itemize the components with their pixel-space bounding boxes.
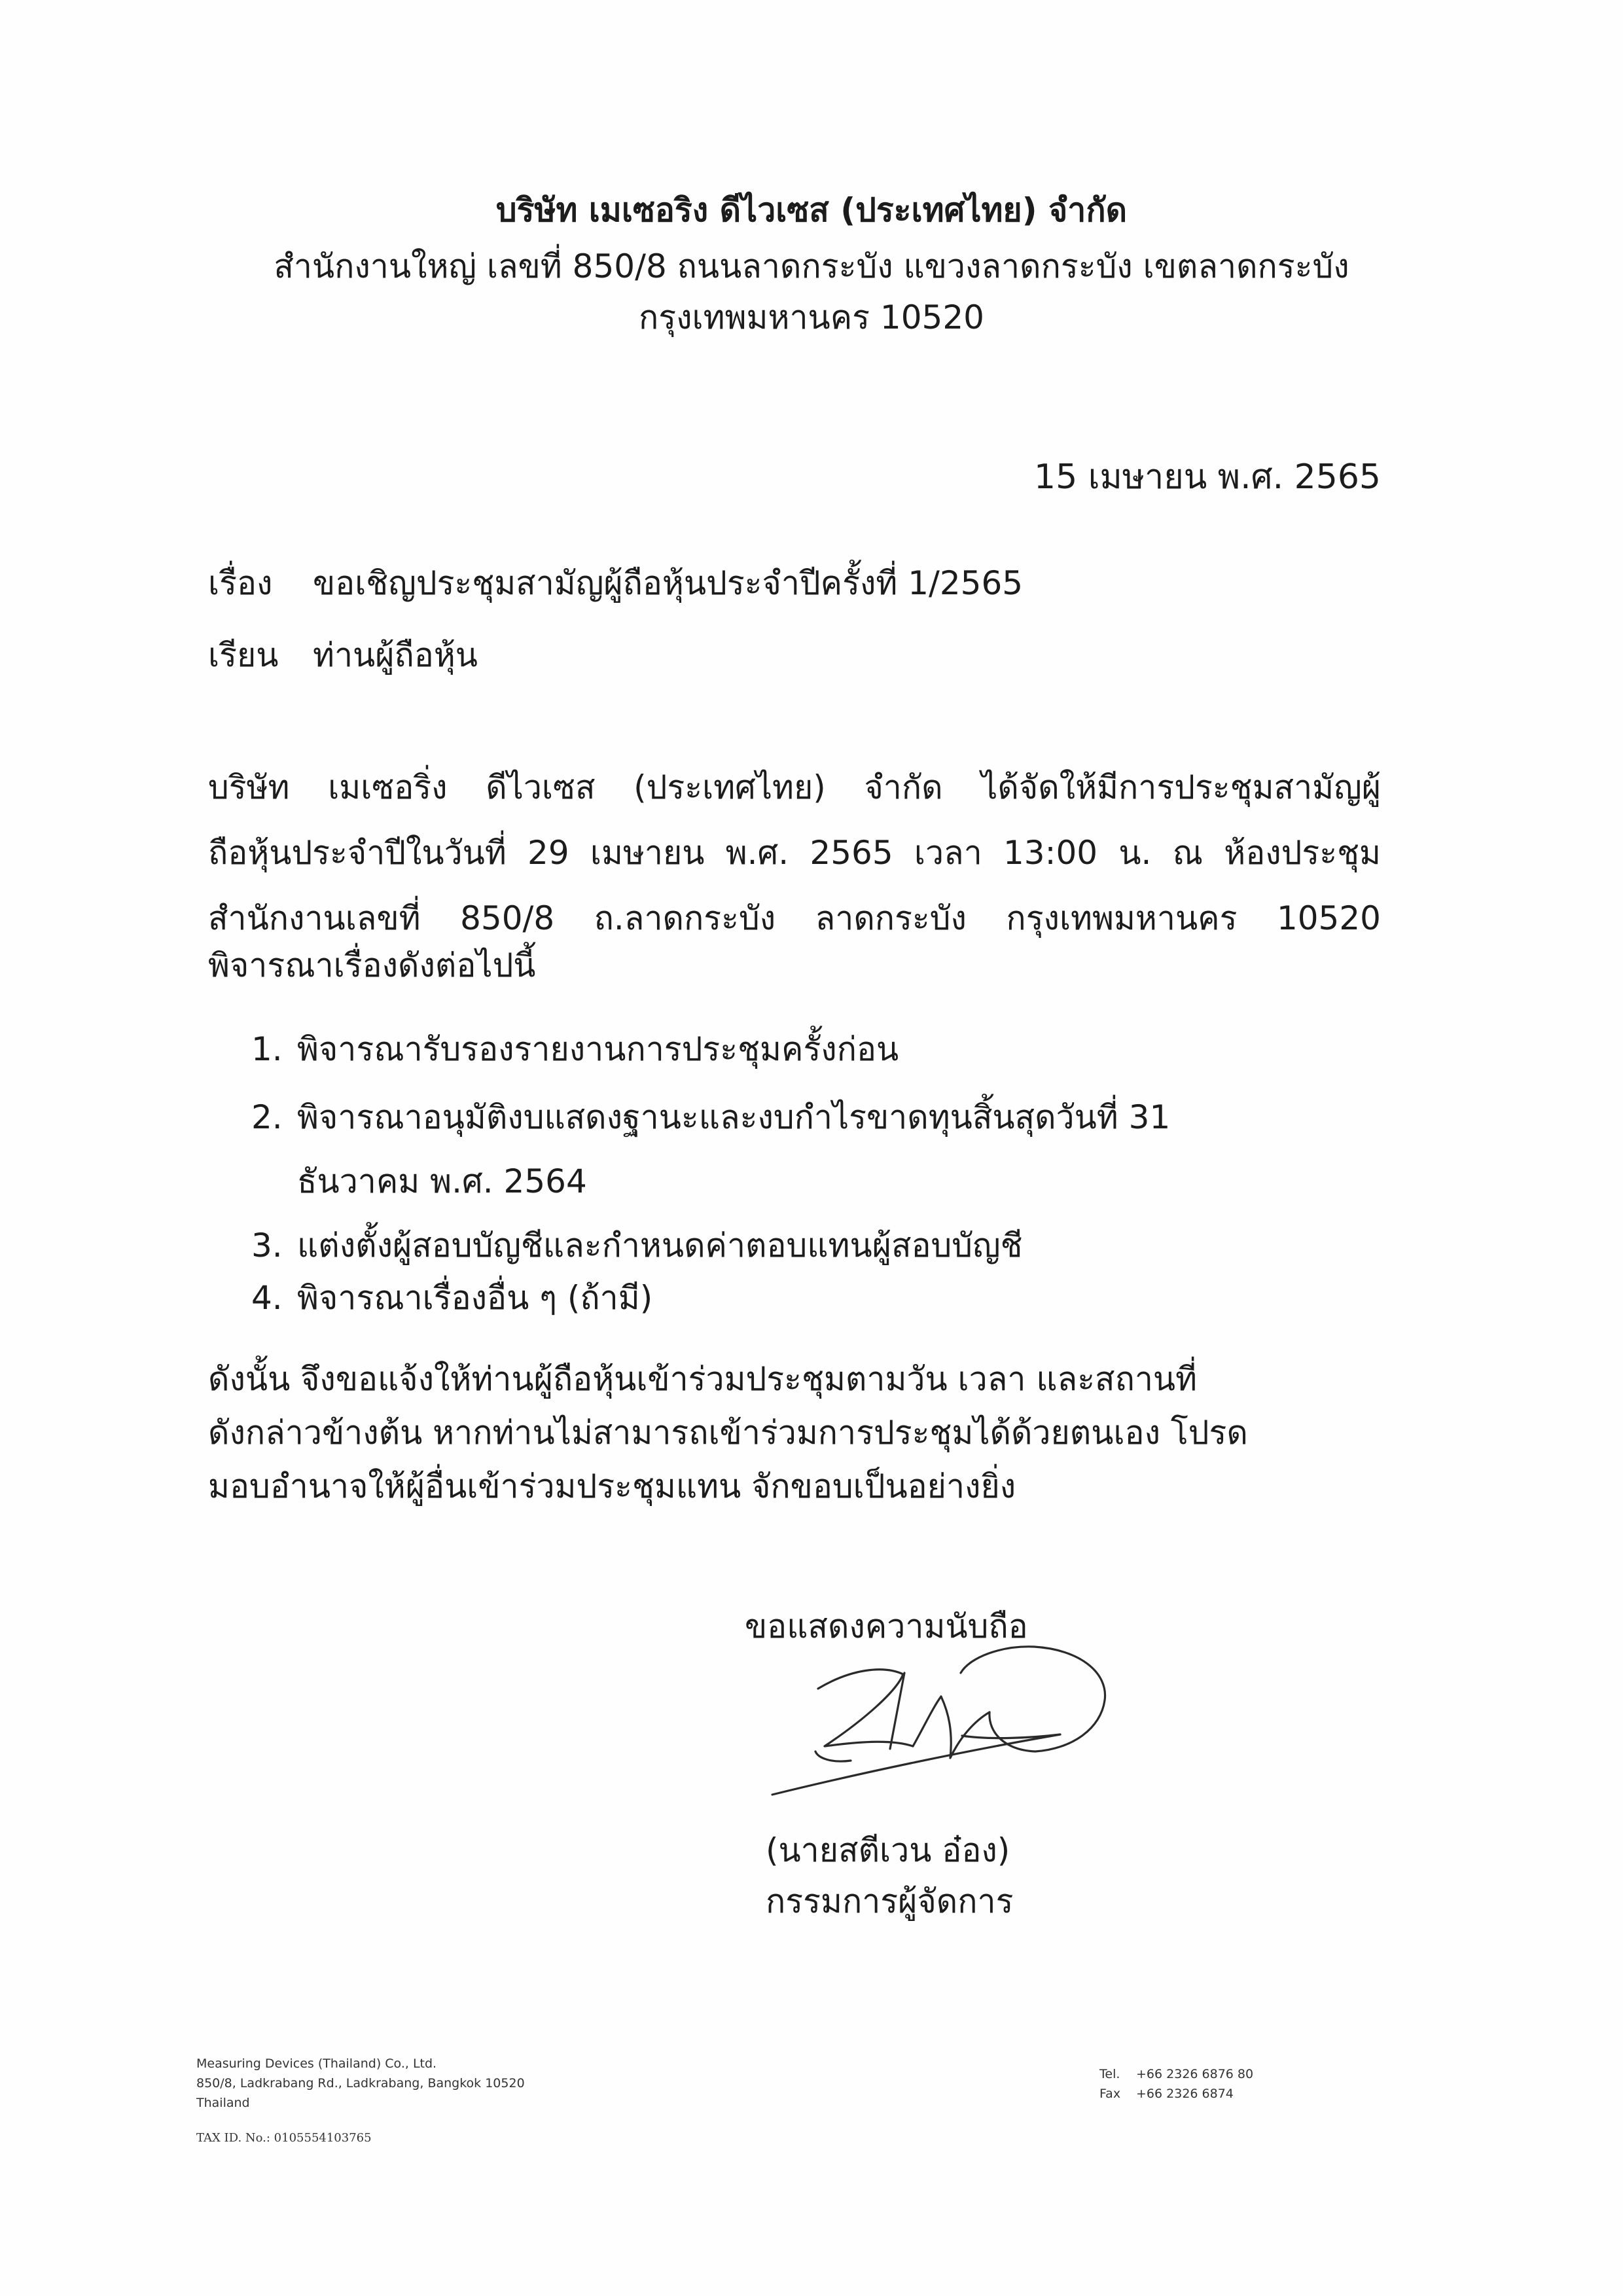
footer-tax-id: TAX ID. No.: 0105554103765 xyxy=(196,2131,372,2145)
telephone-label: Tel. xyxy=(1099,2067,1120,2081)
footer-telephone xyxy=(1099,2067,1253,2081)
closing-line-1: ดังนั้น จึงขอแจ้งให้ท่านผู้ถือหุ้นเข้าร่วมประชุมตามวัน เวลา และสถานที่ xyxy=(208,1360,1198,1398)
agenda-item-text: พิจารณาอนุมัติงบแสดงฐานะและงบกำไรขาดทุนสิ้นสุดวันที่ 31 xyxy=(297,1098,1171,1136)
agenda-item-2 xyxy=(251,1092,1170,1143)
footer-country: Thailand xyxy=(196,2096,250,2110)
intro-line-4: พิจารณาเรื่องดังต่อไปนี้ xyxy=(208,946,536,984)
agenda-item-text: แต่งตั้งผู้สอบบัญชีและกำหนดค่าตอบแทนผู้สอบบัญชี xyxy=(297,1227,1023,1265)
handwritten-signature xyxy=(753,1623,1119,1820)
agenda-item-number: 1. xyxy=(251,1030,283,1068)
recipient-text: ท่านผู้ถือหุ้น xyxy=(313,636,478,674)
footer-address: 850/8, Ladkrabang Rd., Ladkrabang, Bangkok 10520 xyxy=(196,2076,525,2090)
subject-label: เรื่อง xyxy=(208,564,273,602)
signatory-title: กรรมการผู้จัดการ xyxy=(766,1882,1014,1920)
company-name: บริษัท เมเซอริง ดีไวเซส (ประเทศไทย) จำกัด xyxy=(495,191,1128,229)
recipient-label: เรียน xyxy=(208,636,279,674)
agenda-item-4 xyxy=(251,1272,652,1324)
footer-company-name: Measuring Devices (Thailand) Co., Ltd. xyxy=(196,2056,437,2071)
agenda-item-number: 4. xyxy=(251,1279,283,1317)
intro-line-3: สำนักงานเลขที่ 850/8 ถ.ลาดกระบัง ลาดกระบัง กรุงเทพมหานคร 10520 xyxy=(208,899,1381,937)
recipient-row xyxy=(208,630,478,681)
agenda-item-text: พิจารณารับรองรายงานการประชุมครั้งก่อน xyxy=(297,1030,899,1068)
company-address-line-2: กรุงเทพมหานคร 10520 xyxy=(639,298,984,336)
agenda-item-number: 3. xyxy=(251,1227,283,1265)
agenda-item-text: พิจารณาเรื่องอื่น ๆ (ถ้ามี) xyxy=(297,1279,653,1317)
company-address-line-1: สำนักงานใหญ่ เลขที่ 850/8 ถนนลาดกระบัง แขวงลาดกระบัง เขตลาดกระบัง xyxy=(274,247,1349,285)
fax-label: Fax xyxy=(1099,2087,1121,2101)
agenda-item-number: 2. xyxy=(251,1098,283,1136)
footer-fax xyxy=(1099,2087,1234,2101)
letter-date: 15 เมษายน พ.ศ. 2565 xyxy=(1034,457,1381,497)
telephone-number: +66 2326 6876 80 xyxy=(1136,2067,1254,2081)
intro-line-1: บริษัท เมเซอริ่ง ดีไวเซส (ประเทศไทย) จำกัด ได้จัดให้มีการประชุมสามัญผู้ xyxy=(208,768,1381,806)
agenda-item-1 xyxy=(251,1024,899,1075)
fax-number: +66 2326 6874 xyxy=(1136,2087,1234,2101)
closing-line-2: ดังกล่าวข้างต้น หากท่านไม่สามารถเข้าร่วมการประชุมได้ด้วยตนเอง โปรด xyxy=(208,1414,1248,1452)
closing-salutation: ขอแสดงความนับถือ xyxy=(745,1607,1028,1645)
agenda-item-3 xyxy=(251,1220,1023,1272)
subject-text: ขอเชิญประชุมสามัญผู้ถือหุ้นประจำปีครั้งที่ 1/2565 xyxy=(313,564,1024,602)
intro-line-2: ถือหุ้นประจำปีในวันที่ 29 เมษายน พ.ศ. 2565 เวลา 13:00 น. ณ ห้องประชุม xyxy=(208,834,1381,872)
agenda-item-2-continued: ธันวาคม พ.ศ. 2564 xyxy=(297,1162,587,1200)
signatory-name: (นายสตีเวน อ๋อง) xyxy=(766,1831,1010,1869)
closing-line-3: มอบอำนาจให้ผู้อื่นเข้าร่วมประชุมแทน จักขอบเป็นอย่างยิ่ง xyxy=(208,1467,1016,1505)
subject-row xyxy=(208,558,1023,609)
